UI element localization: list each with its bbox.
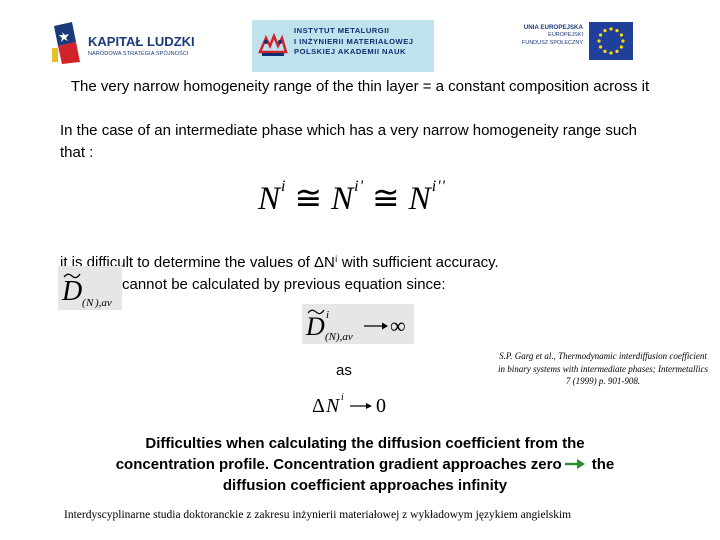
eu-flag-icon (589, 22, 633, 60)
svg-text:i: i (341, 392, 344, 403)
svg-text:0: 0 (376, 395, 386, 417)
homogeneity-statement: The very narrow homogeneity range of the thin layer = a constant composition across it (70, 78, 650, 95)
kapital-ludzki-emblem-icon (52, 20, 82, 64)
institute-line-2: I INŻYNIERII MATERIAŁOWEJ (294, 36, 414, 46)
svg-text:i: i (326, 309, 330, 321)
eq-sup-1: i (281, 178, 287, 195)
svg-text:N: N (86, 297, 94, 309)
eq-sup-3: i'' (431, 178, 446, 195)
svg-text:Δ: Δ (312, 395, 325, 417)
eu-line-2: EUROPEJSKI (548, 31, 583, 38)
calculation-statement: cannot be calculated by previous equation since: (122, 276, 446, 293)
conclusion-text-2: the diffusion coefficient approaches infinity (222, 456, 615, 494)
footer-text: Interdyscyplinarne studia doktoranckie z zakresu inżynierii materiałowej z wykładowym językiem angielskim (64, 509, 572, 521)
right-arrow-icon (564, 458, 586, 470)
conclusion-statement (100, 433, 630, 496)
svg-text:),av: ),av (95, 297, 112, 309)
interdiffusion-coefficient-limit-formula (302, 304, 414, 344)
institute-line-3: POLSKIEJ AKADEMII NAUK (294, 47, 406, 57)
as-label: as (336, 362, 352, 379)
svg-text:N: N (326, 395, 340, 417)
interdiffusion-coefficient-formula-inline (58, 266, 122, 310)
eu-line-1: UNIA EUROPEJSKA (523, 24, 583, 31)
eu-logo (503, 22, 633, 62)
composition-difference-limit-formula (310, 388, 394, 418)
svg-text:∞: ∞ (390, 313, 406, 338)
kapital-ludzki-logo (52, 20, 202, 64)
institute-logo (252, 20, 434, 72)
svg-text:(: ( (82, 297, 86, 309)
svg-text:(N),av: (N),av (325, 331, 353, 343)
eq-symbol-2: N (331, 181, 355, 217)
composition-equation (258, 178, 446, 218)
kapital-ludzki-title: KAPITAŁ LUDZKI (88, 34, 195, 49)
eu-line-3: FUNDUSZ SPOŁECZNY (521, 39, 583, 46)
institute-line-1: INSTYTUT METALURGII (294, 26, 390, 35)
eq-symbol-1: N (258, 181, 282, 217)
eq-relation-1: ≅ (294, 181, 324, 217)
conclusion-text-1: Difficulties when calculating the diffusion coefficient from the concentration profile. Concentration gradient approaches zero (115, 435, 585, 473)
eq-sup-2: i' (354, 178, 365, 195)
eq-symbol-3: N (408, 181, 432, 217)
accuracy-statement: it is difficult to determine the values of ΔNⁱ with sufficient accuracy. (60, 254, 499, 271)
intermediate-phase-statement: In the case of an intermediate phase which has a very narrow homogeneity range such that : (60, 122, 638, 161)
svg-text:D: D (62, 276, 83, 307)
svg-text:D: D (306, 312, 325, 341)
eq-relation-2: ≅ (372, 181, 401, 217)
kapital-ludzki-subtitle: NARODOWA STRATEGIA SPÓJNOŚCI (88, 51, 189, 57)
literature-citation: S.P. Garg et al., Thermodynamic interdiffusion coefficient in binary systems with intermediate phases; Intermetallics 7 (1999) p. 901-908. (498, 351, 708, 386)
institute-emblem-icon (258, 30, 288, 60)
